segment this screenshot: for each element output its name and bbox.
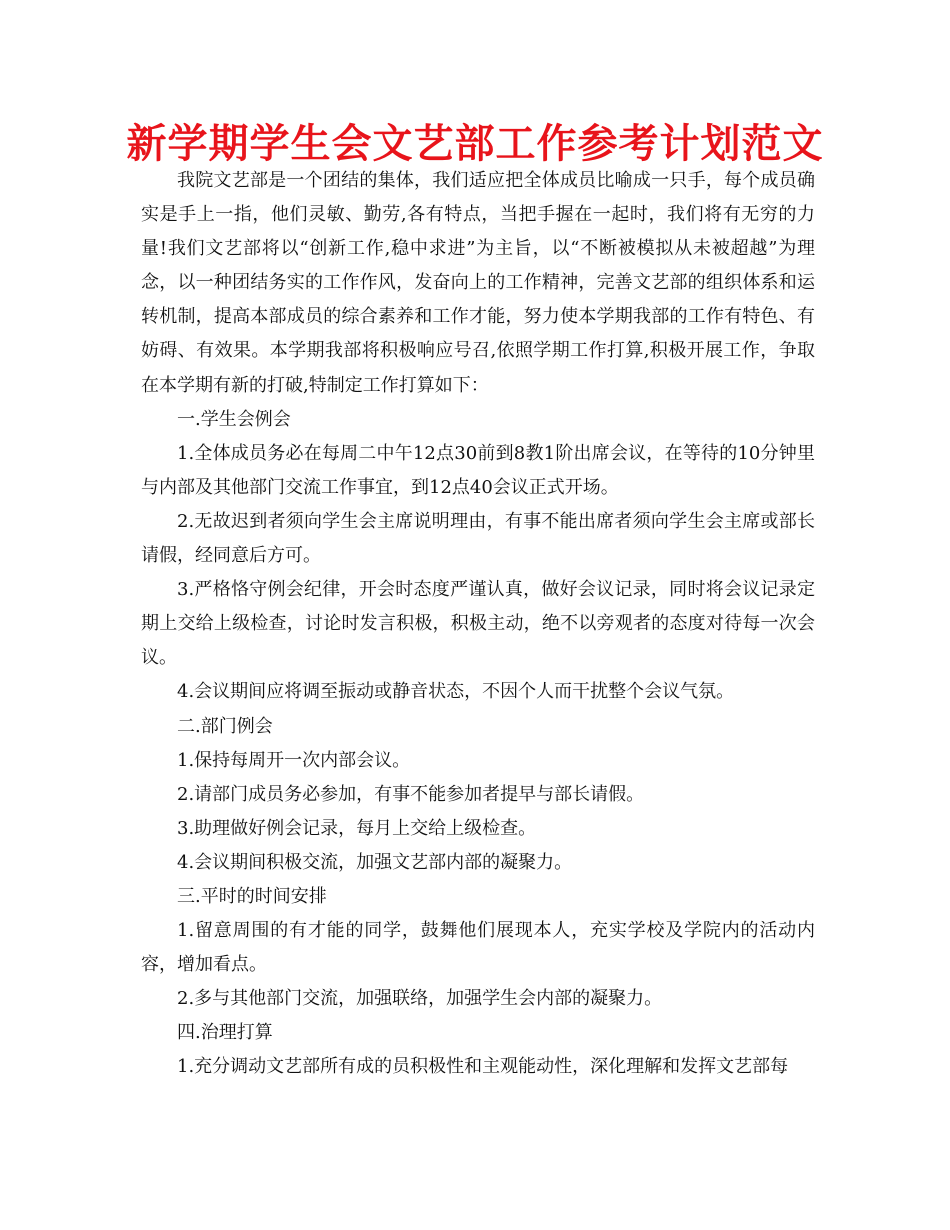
- paragraph-4-1: 1.充分调动文艺部所有成的员积极性和主观能动性，深化理解和发挥文艺部每: [177, 1056, 789, 1078]
- section-heading-2: 二.部门例会: [177, 715, 273, 737]
- paragraph-2-1: 1.保持每周开一次内部会议。: [177, 749, 411, 771]
- paragraph-2-3: 3.助理做好例会记录，每月上交给上级检查。: [177, 817, 537, 839]
- section-heading-1: 一.学生会例会: [177, 408, 291, 430]
- paragraph-1-4: 4.会议期间应将调至振动或静音状态，不因个人而干扰整个会议气氛。: [177, 681, 735, 703]
- paragraph-3-2: 2.多与其他部门交流，加强联络，加强学生会内部的凝聚力。: [177, 988, 663, 1010]
- paragraph-3-1: 1.留意周围的有才能的同学，鼓舞他们展现本人，充实学校及学院内的活动内容，增加看点。: [141, 920, 815, 976]
- section-heading-3: 三.平时的时间安排: [177, 885, 327, 907]
- document-title: 新学期学生会文艺部工作参考计划范文: [126, 120, 824, 167]
- paragraph-2-2: 2.请部门成员务必参加，有事不能参加者提早与部长请假。: [177, 783, 645, 805]
- paragraph-intro: 我院文艺部是一个团结的集体，我们适应把全体成员比喻成一只手，每个成员确实是手上一指，他们灵敏、勤劳,各有特点，当把手握在一起时，我们将有无穷的力量!我们文艺部将以“创新工作,稳中求进”为主旨，以“不断被模拟从未被超越”为理念，以一种团结务实的工作作风，发奋向上的工作精神，完善文艺部的组织体系和运转机制，提高本部成员的综合素养和工作才能，努力使本学期我部的工作有特色、有妨碍、有效果。本学期我部将积极响应号召,依照学期工作打算,积极开展工作，争取在本学期有新的打破,特制定工作打算如下：: [141, 170, 815, 396]
- paragraph-2-4: 4.会议期间积极交流，加强文艺部内部的凝聚力。: [177, 851, 573, 873]
- section-heading-4: 四.治理打算: [177, 1022, 273, 1044]
- paragraph-1-1: 1.全体成员务必在每周二中午12点30前到8教1阶出席会议，在等待的10分钟里与内部及其他部门交流工作事宜，到12点40会议正式开场。: [141, 442, 815, 498]
- paragraph-1-3: 3.严格恪守例会纪律，开会时态度严谨认真，做好会议记录，同时将会议记录定期上交给上级检查，讨论时发言积极，积极主动，绝不以旁观者的态度对待每一次会议。: [141, 579, 815, 669]
- paragraph-1-2: 2.无故迟到者须向学生会主席说明理由，有事不能出席者须向学生会主席或部长请假，经同意后方可。: [141, 510, 815, 567]
- document-body: [141, 164, 815, 1085]
